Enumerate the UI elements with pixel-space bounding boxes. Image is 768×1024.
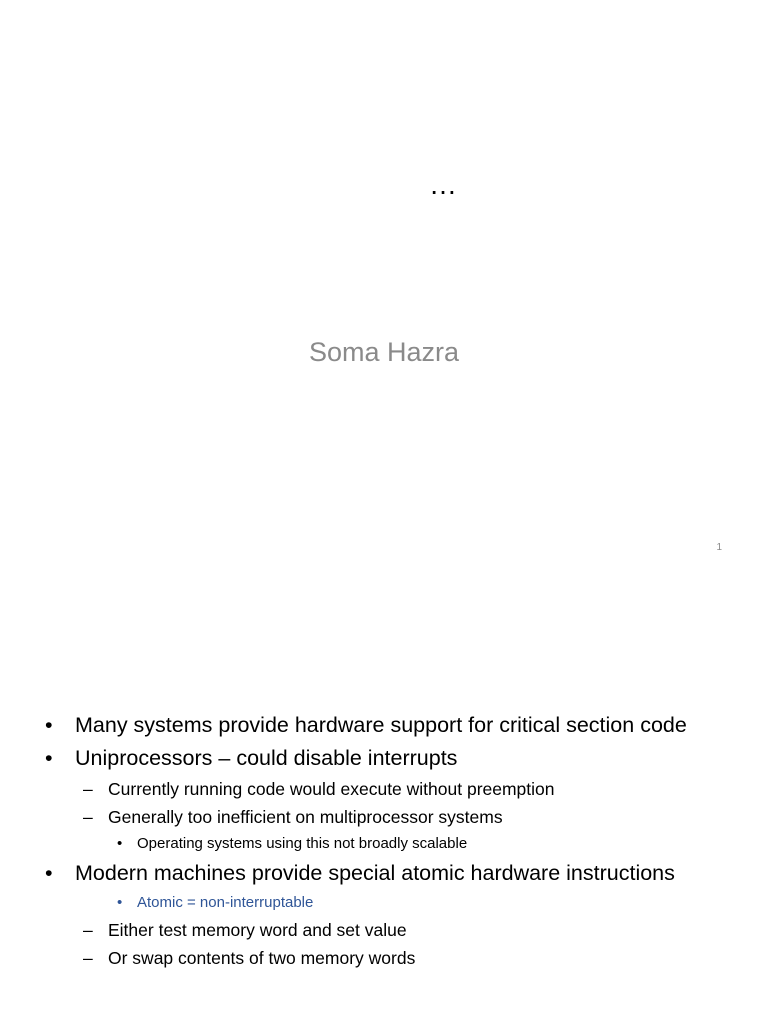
- dash-marker-icon: –: [83, 948, 93, 968]
- page-number: 1: [716, 542, 722, 553]
- bullet-marker-icon: •: [45, 713, 53, 737]
- bullet-text: Generally too inefficient on multiprocessor systems: [108, 807, 503, 827]
- bullet-item: [0, 745, 768, 772]
- bullet-text: Many systems provide hardware support for critical section code: [75, 713, 687, 737]
- bullet-text: Atomic = non-interruptable: [137, 894, 314, 911]
- bullet-marker-icon: •: [117, 894, 123, 911]
- bullet-item: [0, 860, 768, 887]
- author-name: Soma Hazra: [308, 337, 460, 367]
- sub-sub-bullet-item: [0, 893, 768, 913]
- bullet-text: Operating systems using this not broadly scalable: [137, 835, 468, 852]
- sub-bullet-item: [0, 806, 768, 829]
- sub-bullet-item: [0, 919, 768, 942]
- bullet-marker-icon: •: [45, 746, 53, 770]
- bullet-text: Currently running code would execute without preemption: [108, 779, 555, 799]
- slide-title: …: [429, 169, 459, 200]
- sub-bullet-item: [0, 947, 768, 970]
- bullet-text: Either test memory word and set value: [108, 920, 407, 940]
- sub-bullet-item: [0, 778, 768, 801]
- slide-content-page: [0, 690, 768, 1024]
- bullet-text: Or swap contents of two memory words: [108, 948, 416, 968]
- dash-marker-icon: –: [83, 779, 93, 799]
- dash-marker-icon: –: [83, 920, 93, 940]
- bullet-text: Uniprocessors – could disable interrupts: [75, 746, 458, 770]
- sub-sub-bullet-item: [0, 834, 768, 854]
- bullet-marker-icon: •: [45, 861, 53, 885]
- bullet-marker-icon: •: [117, 835, 123, 852]
- dash-marker-icon: –: [83, 807, 93, 827]
- bullet-text: Modern machines provide special atomic hardware instructions: [75, 861, 675, 885]
- bullet-list: [0, 712, 768, 975]
- bullet-item: [0, 712, 768, 739]
